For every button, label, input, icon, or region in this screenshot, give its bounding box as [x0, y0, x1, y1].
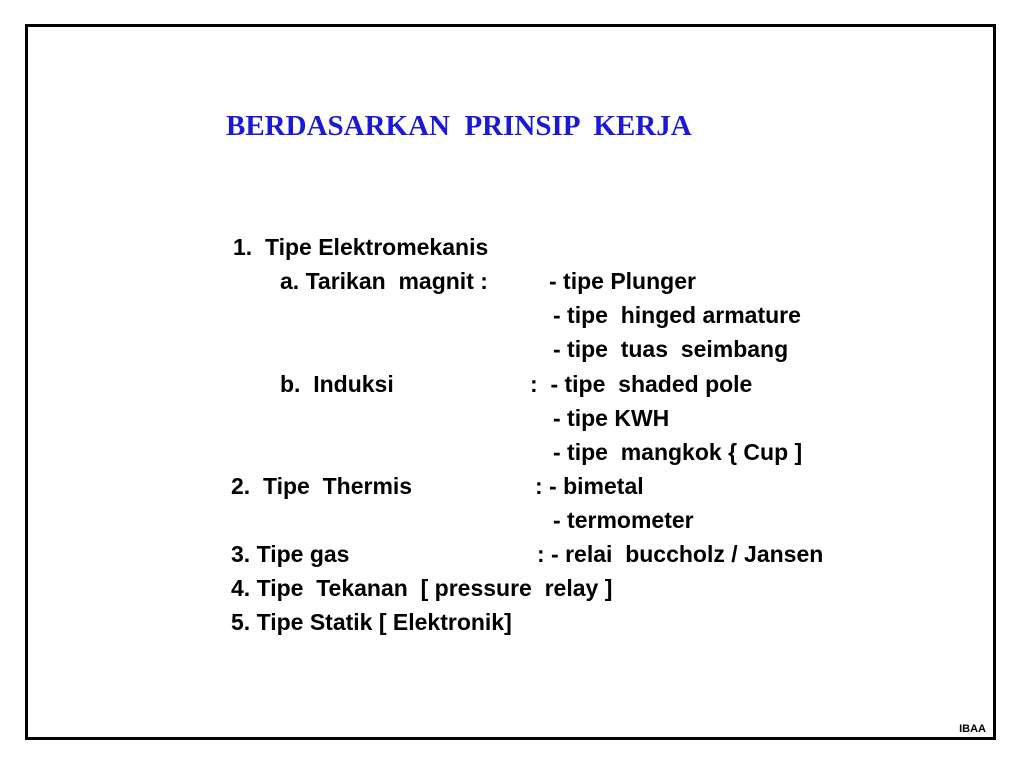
item-1a-label: a. Tarikan magnit :: [280, 268, 488, 294]
item-1a-value-3: - tipe tuas seimbang: [553, 336, 789, 362]
item-1b-value-3: - tipe mangkok { Cup ]: [553, 439, 803, 465]
item-1-heading: 1. Tipe Elektromekanis: [233, 234, 489, 260]
item-3-label: 3. Tipe gas: [231, 541, 350, 567]
item-1b-label: b. Induksi: [280, 371, 394, 397]
item-1a-value-2: - tipe hinged armature: [553, 302, 801, 328]
item-1b-value-1: : - tipe shaded pole: [530, 371, 753, 397]
item-2-value-1: : - bimetal: [535, 473, 644, 499]
slide-title: BERDASARKAN PRINSIP KERJA: [226, 110, 692, 142]
footer-label: IBAA: [959, 723, 986, 735]
item-2-value-2: - termometer: [553, 507, 694, 533]
item-4-label: 4. Tipe Tekanan [ pressure relay ]: [231, 575, 613, 601]
item-5-label: 5. Tipe Statik [ Elektronik]: [231, 609, 512, 635]
item-1b-value-2: - tipe KWH: [553, 405, 670, 431]
item-3-value: : - relai buccholz / Jansen: [537, 541, 824, 567]
item-2-label: 2. Tipe Thermis: [231, 473, 413, 499]
item-1a-value-1: - tipe Plunger: [549, 268, 696, 294]
